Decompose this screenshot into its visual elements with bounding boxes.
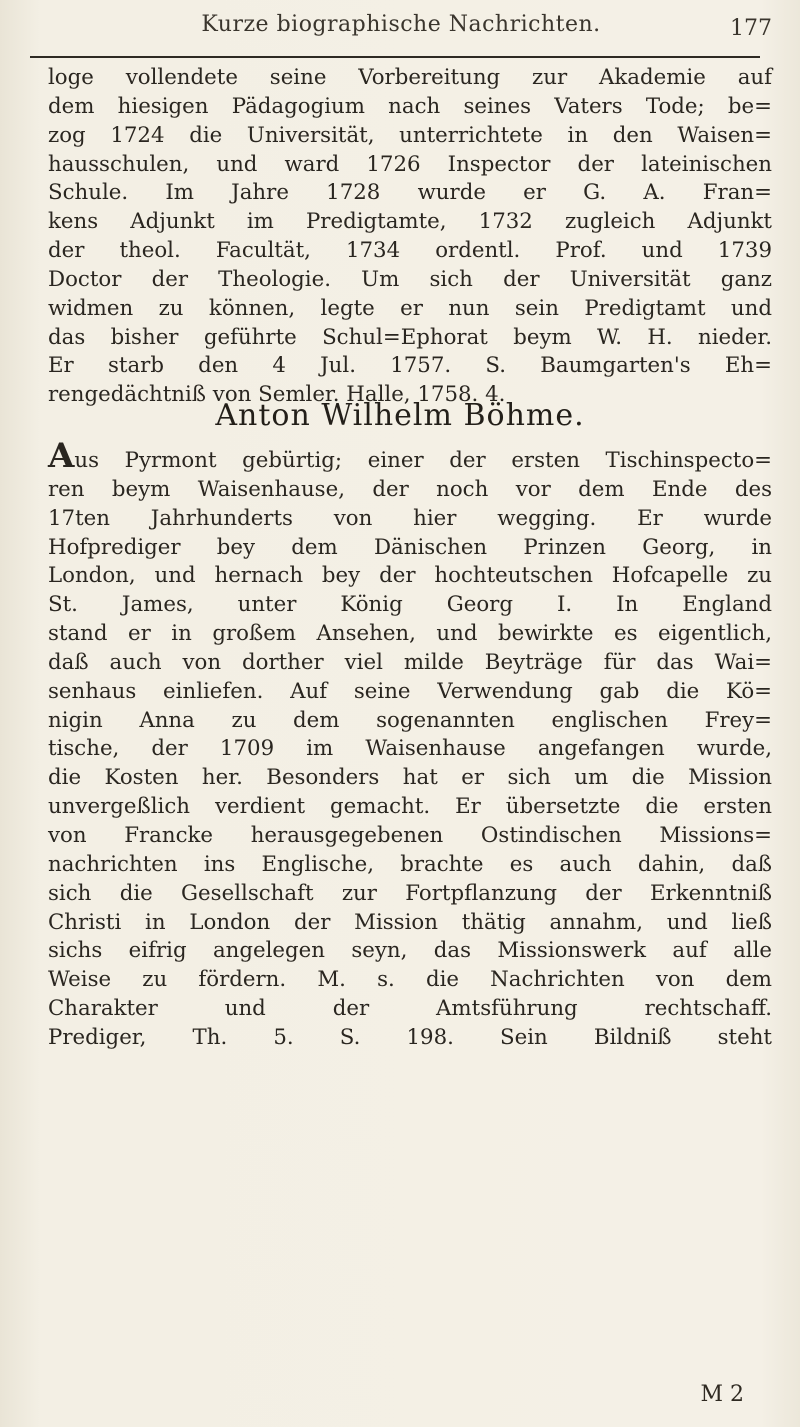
text-line: Hofprediger bey dem Dänischen Prinzen Georg, in <box>48 534 772 560</box>
text-line: zog 1724 die Universität, unterrichtete in den Waisen= <box>48 122 772 148</box>
text-line: Prediger, Th. 5. S. 198. Sein Bildniß steht <box>48 1024 772 1050</box>
text-line: der theol. Facultät, 1734 ordentl. Prof. und 1739 <box>48 238 772 264</box>
text-line: 17ten Jahrhunderts von hier wegging. Er wurde <box>48 505 772 531</box>
header-rule <box>30 56 760 58</box>
text-line: widmen zu können, legte er nun sein Predigtamt und <box>48 295 772 321</box>
text-line: Schule. Im Jahre 1728 wurde er G. A. Fran= <box>48 180 772 206</box>
text-line: daß auch von dorther viel milde Beyträge für das Wai= <box>48 649 772 675</box>
text-line: tische, der 1709 im Waisenhause angefangen wurde, <box>48 736 772 762</box>
paragraph-loge <box>48 64 772 410</box>
text-line: stand er in großem Ansehen, und bewirkte es eigentlich, <box>48 621 772 647</box>
drop-cap: A <box>48 436 75 476</box>
text-line: Christi in London der Mission thätig annahm, und ließ <box>48 909 772 935</box>
text-line: London, und hernach bey der hochteutschen Hofcapelle zu <box>48 563 772 589</box>
text-line: Doctor der Theologie. Um sich der Universität ganz <box>48 266 772 292</box>
paragraph-boehme <box>48 436 772 1053</box>
text-line: dem hiesigen Pädagogium nach seines Vaters Tode; be= <box>48 93 772 119</box>
text-line: rengedächtniß von Semler. Halle, 1758. 4. <box>48 382 506 408</box>
text-line: loge vollendete seine Vorbereitung zur Akademie auf <box>48 65 772 90</box>
text-line: hausschulen, und ward 1726 Inspector der lateinischen <box>48 151 772 177</box>
text-line: us Pyrmont gebürtig; einer der ersten Tischinspecto= <box>74 448 772 473</box>
text-line: ren beym Waisenhause, der noch vor dem Ende des <box>48 476 772 502</box>
text-line: Charakter und der Amtsführung rechtschaff. <box>48 996 772 1022</box>
page-header <box>30 12 772 52</box>
text-line: sich die Gesellschaft zur Fortpflanzung der Erkenntniß <box>48 880 772 906</box>
page-number: 177 <box>730 16 772 41</box>
text-line: sichs eifrig angelegen seyn, das Missionswerk auf alle <box>48 938 772 964</box>
text-line: die Kosten her. Besonders hat er sich um die Mission <box>48 765 772 791</box>
signature-mark: M 2 <box>700 1382 744 1407</box>
running-title: Kurze biographische Nachrichten. <box>201 12 601 37</box>
text-line-first <box>48 436 772 476</box>
text-line: kens Adjunkt im Predigtamte, 1732 zugleich Adjunkt <box>48 209 772 235</box>
text-line: von Francke herausgegebenen Ostindischen Missions= <box>48 822 772 848</box>
text-line: nachrichten ins Englische, brachte es auch dahin, daß <box>48 851 772 877</box>
text-line: das bisher geführte Schul=Ephorat beym W. H. nieder. <box>48 324 772 350</box>
text-line: unvergeßlich verdient gemacht. Er übersetzte die ersten <box>48 794 772 820</box>
text-line: senhaus einliefen. Auf seine Verwendung gab die Kö= <box>48 678 772 704</box>
text-line: nigin Anna zu dem sogenannten englischen Frey= <box>48 707 772 733</box>
text-line: St. James, unter König Georg I. In England <box>48 592 772 618</box>
section-heading: Anton Wilhelm Böhme. <box>215 398 585 433</box>
text-line: Er starb den 4 Jul. 1757. S. Baumgarten's Eh= <box>48 353 772 379</box>
text-line: Weise zu fördern. M. s. die Nachrichten von dem <box>48 967 772 993</box>
